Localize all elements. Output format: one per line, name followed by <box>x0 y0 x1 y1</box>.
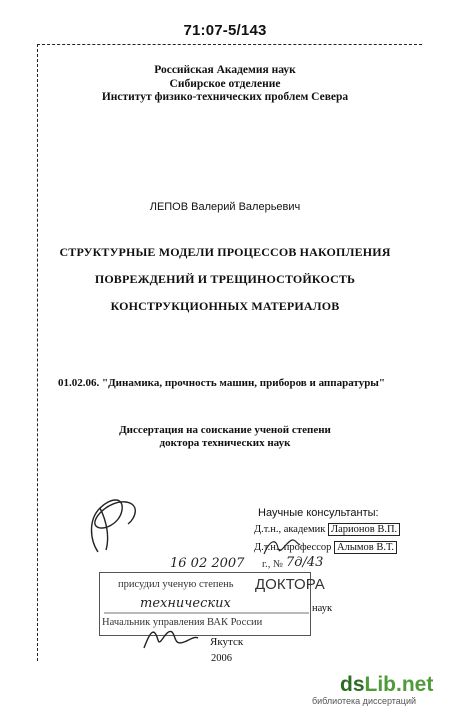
dslib-logo-right: Lib.net <box>364 673 434 696</box>
consultant-1-rank: Д.т.н., академик <box>254 524 326 535</box>
dslib-logo-left: ds <box>340 673 365 696</box>
certificate-number: 7д/43 <box>286 555 324 570</box>
degree-line-1: Диссертация на соискание ученой степени <box>119 424 331 436</box>
consultant-2-name: Алымов В.Т. <box>334 541 397 554</box>
certificate-office: Начальник управления ВАК России <box>102 617 263 628</box>
thesis-title-line-3: КОНСТРУКЦИОННЫХ МАТЕРИАЛОВ <box>110 299 340 313</box>
certificate-nauk: наук <box>312 603 333 614</box>
signature-vak <box>140 622 200 652</box>
consultant-2-rank: Д.т.н., профессор <box>254 542 332 553</box>
consultant-1-name: Ларионов В.П. <box>328 523 400 536</box>
consultants-heading: Научные консультанты: <box>258 507 379 519</box>
thesis-title-line-2: ПОВРЕЖДЕНИЙ И ТРЕЩИНОСТОЙКОСТЬ <box>94 272 356 286</box>
certificate-field-handwritten: технических <box>140 596 231 611</box>
institution-line-1: Российская Академия наук <box>154 64 296 76</box>
dslib-logo <box>340 673 433 697</box>
certificate-awarded-text: присудил ученую степень <box>118 579 234 590</box>
signature-left <box>80 480 150 560</box>
dslib-caption: библиотека диссертаций <box>312 696 417 706</box>
thesis-title-line-1: СТРУКТУРНЫЕ МОДЕЛИ ПРОЦЕССОВ НАКОПЛЕНИЯ <box>59 245 391 259</box>
certificate-date: 16 02 2007 <box>170 556 245 571</box>
specialty-code: 01.02.06. "Динамика, прочность машин, приборов и аппаратуры" <box>58 377 386 389</box>
year: 2006 <box>211 653 232 664</box>
degree-block <box>0 424 450 450</box>
certificate-degree-word: ДОКТОРА <box>255 576 325 593</box>
field-underline <box>104 612 309 614</box>
catalog-number: 71:07-5/143 <box>183 22 267 39</box>
author-name: ЛЕПОВ Валерий Валерьевич <box>149 201 301 213</box>
degree-line-2: доктора технических наук <box>159 437 291 449</box>
city: Якутск <box>210 636 244 648</box>
institution-block <box>0 64 450 105</box>
institution-line-3: Институт физико-технических проблем Севера <box>101 91 349 103</box>
institution-line-2: Сибирское отделение <box>169 77 281 90</box>
certificate-number-label: г., № <box>262 559 284 570</box>
